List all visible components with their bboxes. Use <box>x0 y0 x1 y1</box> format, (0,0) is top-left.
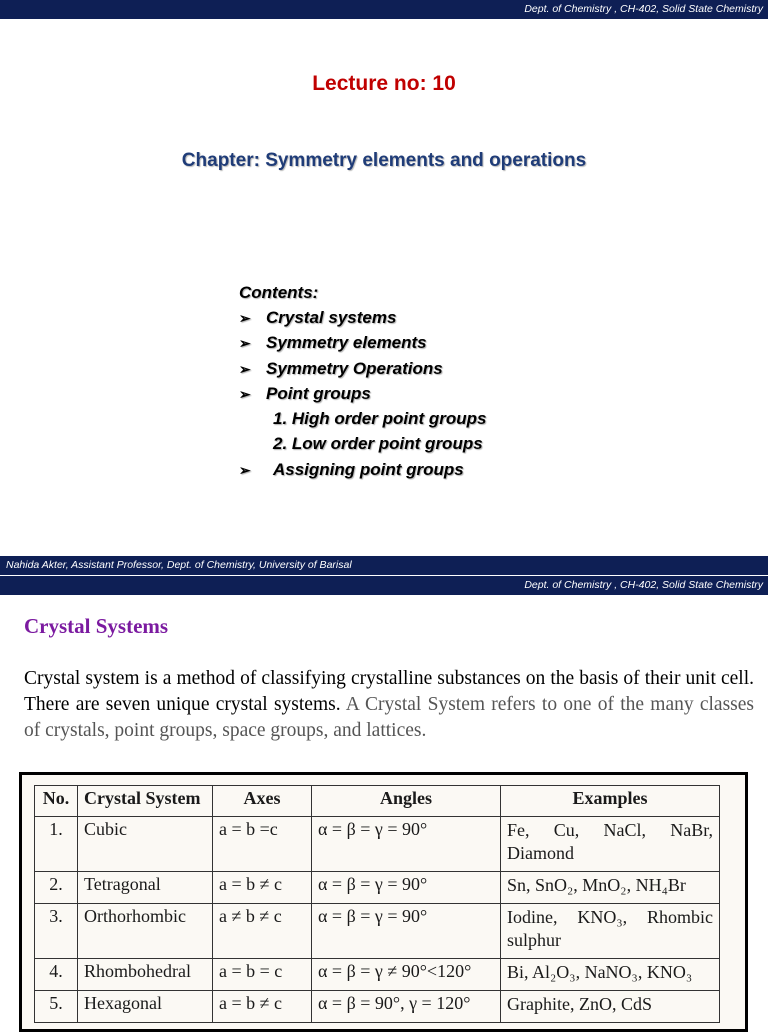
course-header-text: Dept. of Chemistry , CH-402, Solid State Chemistry <box>524 3 763 15</box>
cell-system: Rhombohedral <box>78 959 213 991</box>
cell-examples: Bi, Al₂O₃, NaNO₃, KNO₃ <box>501 959 720 991</box>
header-angles: Angles <box>312 786 501 817</box>
cell-angles: α = β = 90°, γ = 120° <box>312 991 501 1023</box>
table-row <box>35 991 720 1023</box>
crystal-systems-table <box>34 785 720 1023</box>
cell-angles: α = β = γ = 90° <box>312 817 501 872</box>
header-examples: Examples <box>501 786 720 817</box>
bullet-arrow-icon: ➢ <box>239 335 251 352</box>
cell-axes: a = b ≠ c <box>213 991 312 1023</box>
cell-system: Orthorhombic <box>78 904 213 959</box>
contents-item-point-groups: ➢ Point groups <box>239 381 659 406</box>
header-no: No. <box>35 786 78 817</box>
lecture-title: Lecture no: 10 <box>312 72 456 95</box>
cell-examples: Fe, Cu, NaCl, NaBr, Diamond <box>501 817 720 872</box>
bullet-arrow-icon: ➢ <box>239 360 251 377</box>
cell-axes: a = b = c <box>213 959 312 991</box>
slide1-footer-bar <box>0 556 768 575</box>
cell-no: 2. <box>35 872 78 904</box>
table-header-row <box>35 786 720 817</box>
cell-no: 3. <box>35 904 78 959</box>
slide1-header-bar <box>0 0 768 19</box>
course-header-text: Dept. of Chemistry , CH-402, Solid State Chemistry <box>524 579 763 591</box>
cell-no: 1. <box>35 817 78 872</box>
table-row <box>35 817 720 872</box>
cell-axes: a ≠ b ≠ c <box>213 904 312 959</box>
bullet-arrow-icon: ➢ <box>239 310 251 326</box>
cell-system: Tetragonal <box>78 872 213 904</box>
section-title: Crystal Systems <box>24 614 169 638</box>
cell-examples: Graphite, ZnO, CdS <box>501 991 720 1023</box>
contents-item-crystal-systems: ➢ Crystal systems <box>239 305 659 330</box>
cell-no: 5. <box>35 991 78 1023</box>
author-footer-text: Nahida Akter, Assistant Professor, Dept. of Chemistry, University of Barisal <box>6 559 352 571</box>
cell-system: Hexagonal <box>78 991 213 1023</box>
slide2-header-bar <box>0 576 768 595</box>
crystal-systems-table-frame <box>19 772 748 1032</box>
cell-axes: a = b ≠ c <box>213 872 312 904</box>
crystal-system-paragraph <box>24 666 754 744</box>
cell-angles: α = β = γ ≠ 90°<120° <box>312 959 501 991</box>
bullet-arrow-icon: ➢ <box>239 461 251 478</box>
contents-item-symmetry-elements: ➢ Symmetry elements <box>239 330 659 355</box>
contents-item-symmetry-operations: ➢ Symmetry Operations <box>239 356 659 381</box>
chapter-title: Chapter: Symmetry elements and operations <box>181 150 587 171</box>
header-crystal-system: Crystal System <box>78 786 213 817</box>
table-row <box>35 872 720 904</box>
table-row <box>35 904 720 959</box>
contents-item-assigning-point-groups: ➢ Assigning point groups <box>239 457 659 482</box>
cell-examples: Sn, SnO₂, MnO₂, NH₄Br <box>501 872 720 904</box>
cell-system: Cubic <box>78 817 213 872</box>
paragraph-muted-text: A Crystal System refers to one of the many classes of crystals, point groups, space groups, and lattices. <box>24 694 754 741</box>
paragraph-main-text: Crystal system is a method of classifying crystalline substances on the basis of their unit cell. There are seven unique crystal systems. <box>24 668 754 715</box>
header-axes: Axes <box>213 786 312 817</box>
cell-axes: a = b =c <box>213 817 312 872</box>
contents-heading: Contents: <box>239 283 319 302</box>
bullet-arrow-icon: ➢ <box>239 385 251 402</box>
contents-subitem-low-order: 2. Low order point groups <box>273 434 483 454</box>
cell-examples: Iodine, KNO₃, Rhombic sulphur <box>501 904 720 959</box>
table-row <box>35 959 720 991</box>
cell-angles: α = β = γ = 90° <box>312 872 501 904</box>
contents-subitem-high-order: 1. High order point groups <box>273 409 487 429</box>
contents-list <box>239 280 659 482</box>
cell-angles: α = β = γ = 90° <box>312 904 501 959</box>
cell-no: 4. <box>35 959 78 991</box>
